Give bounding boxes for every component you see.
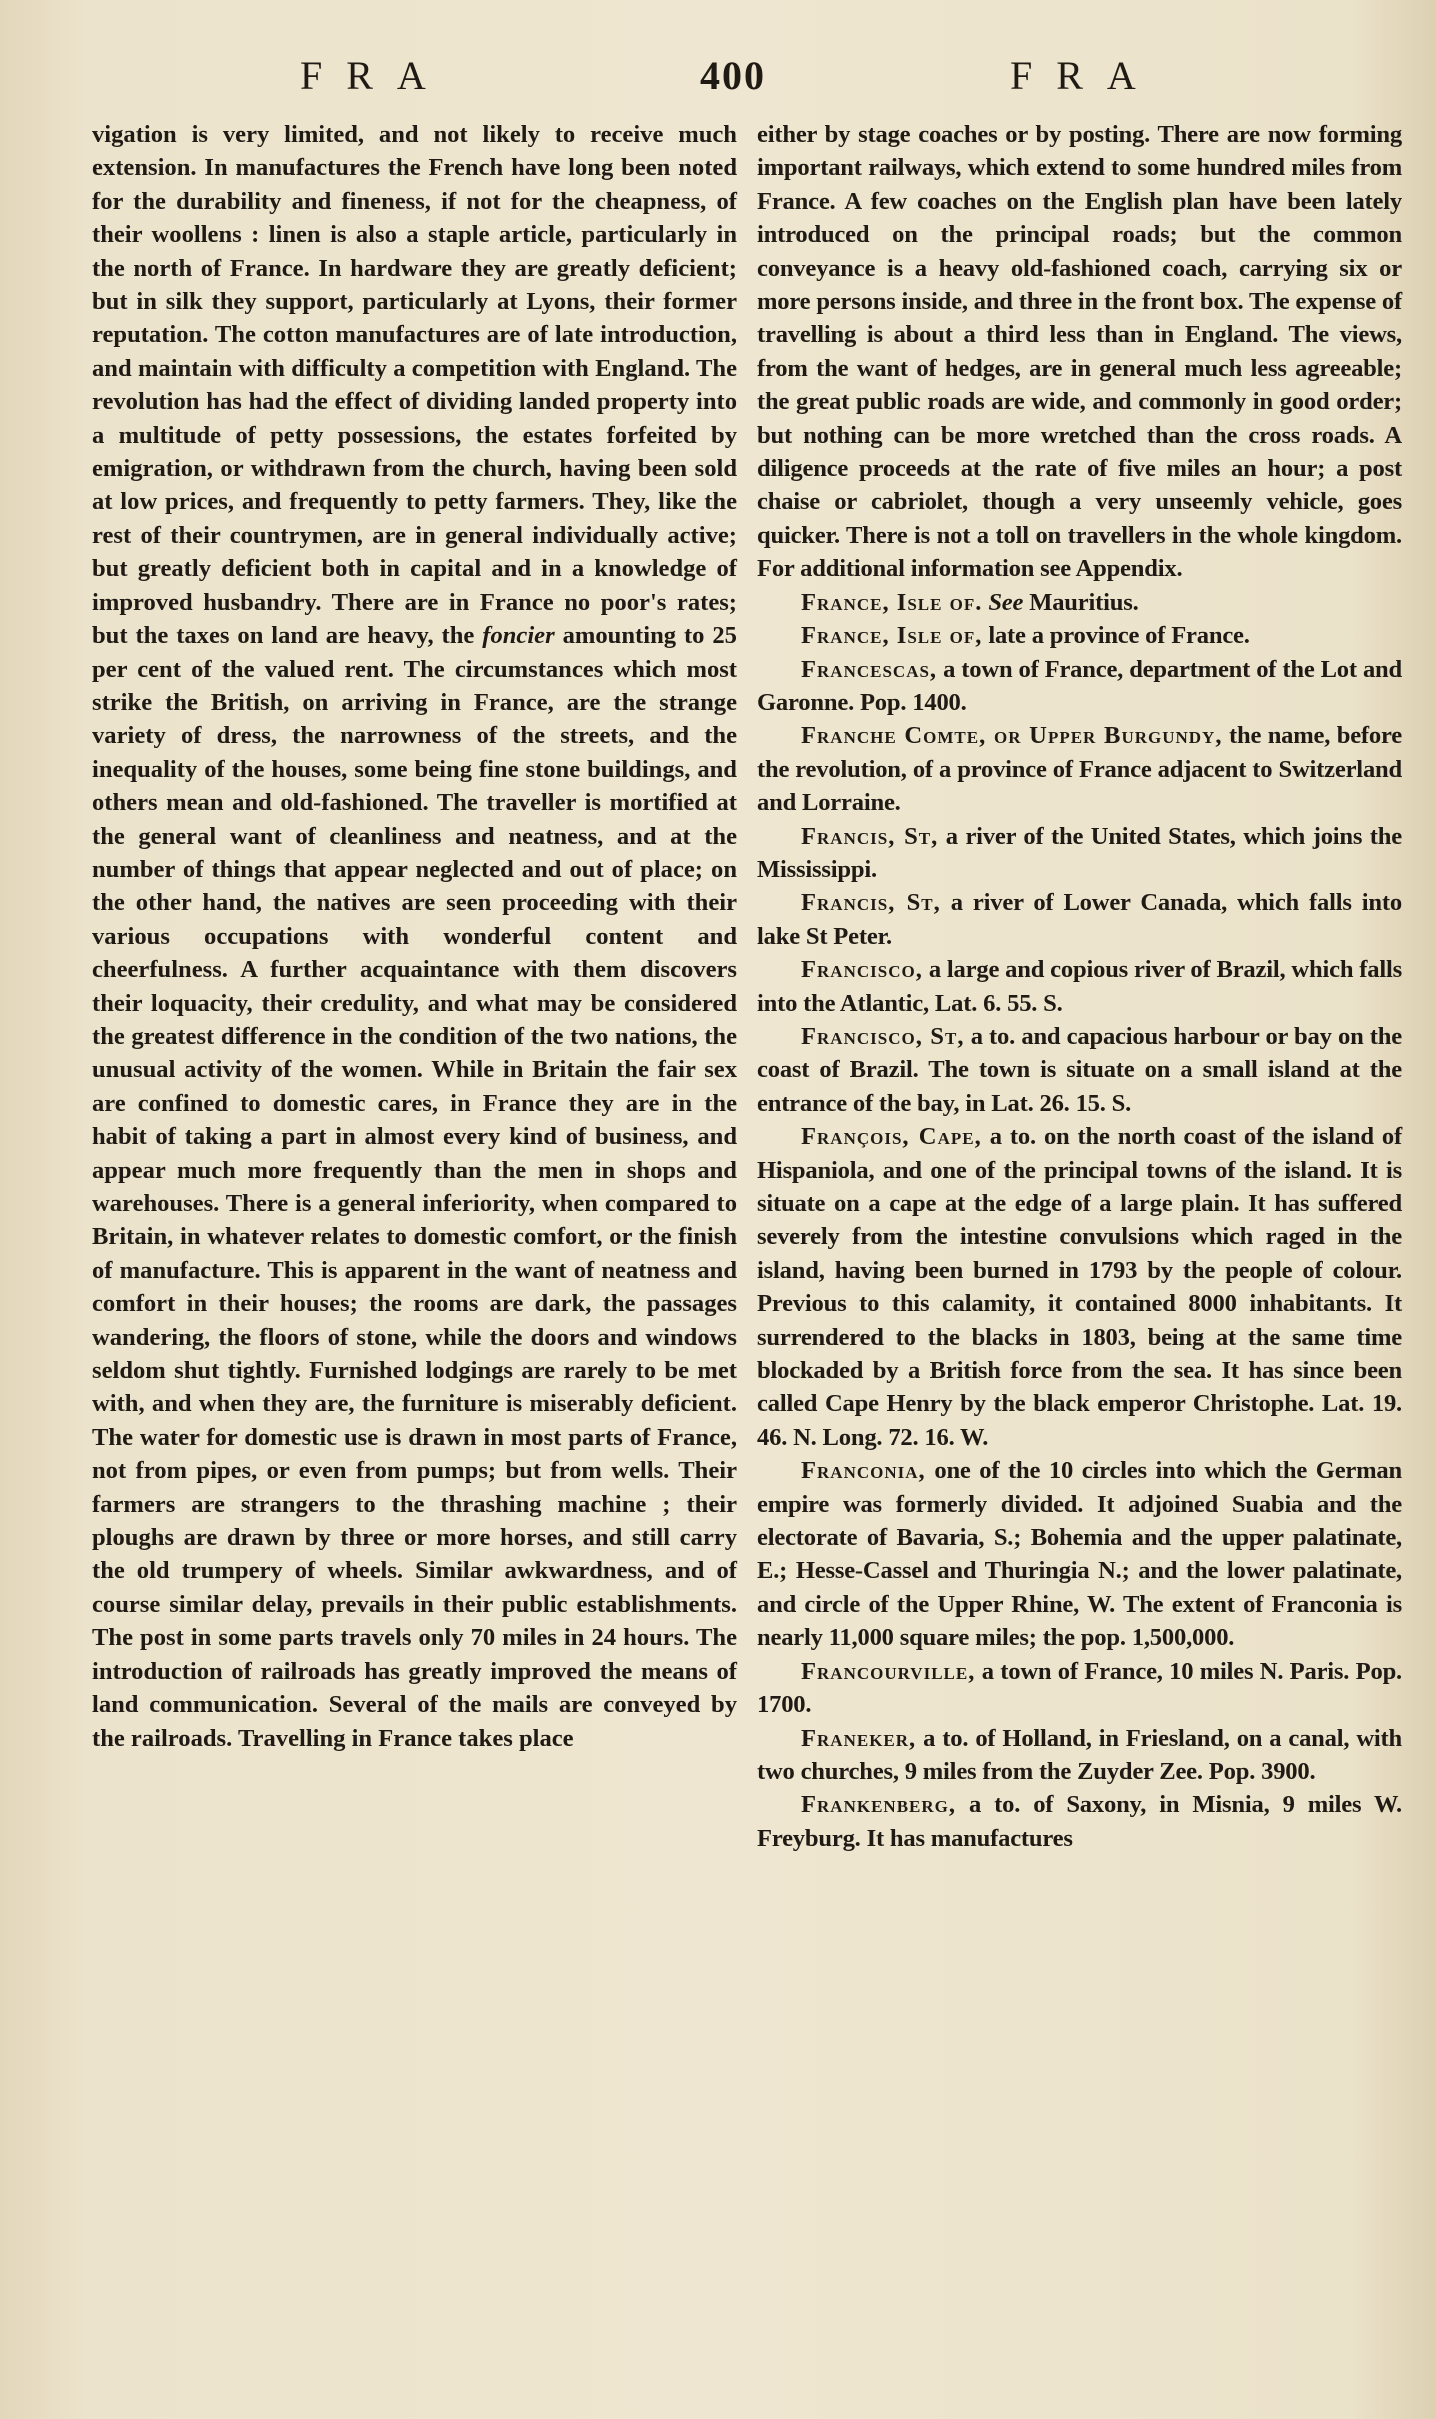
entry-francisco-river (757, 953, 1402, 1020)
entry-text: Mauritius. (1023, 588, 1139, 616)
entry-francescas (757, 653, 1402, 720)
entry-text: a town of France, 10 miles N. Paris. Pop. 1700. (757, 1657, 1402, 1719)
entry-francois-cape (757, 1120, 1402, 1454)
entry-france-isle-of-see (757, 586, 1402, 619)
entry-text: a to. of Saxony, in Misnia, 9 miles W. Freyburg. It has manufactures (757, 1791, 1402, 1852)
left-italic-word: foncier (482, 622, 555, 650)
left-text-part-1: vigation is very limited, and not likely to receive much extension. In manufactures the French have long been noted for the durability and fineness, if not for the cheapness, of their woollens : linen is also a staple article, particularly in the north of France. In hardware they are greatly deficient; but in silk they support, particularly at Lyons, their former reputation. The cotton manufactures are of late introduction, and maintain with difficulty a competition with England. The revolution has had the effect of dividing landed property into a multitude of petty possessions, the estates forfeited by emigration, or withdrawn from the church, having been sold at low prices, and frequently to petty farmers. They, like the rest of their countrymen, are in general individually active; but greatly deficient both in capital and in a knowledge of improved husbandry. There are in France no poor's rates; but the taxes on land are heavy, the (92, 121, 737, 650)
entry-franconia (757, 1454, 1402, 1654)
page-number: 400 (700, 53, 766, 98)
entry-headword: Francis, St, (801, 889, 941, 917)
left-column (92, 118, 737, 1755)
entry-headword: Franeker, (801, 1724, 917, 1752)
entry-franche-comte (757, 719, 1402, 819)
entry-frankenberg (757, 1788, 1402, 1855)
entry-headword: Frankenberg, (801, 1791, 957, 1819)
entry-headword: Francisco, St, (801, 1022, 965, 1050)
entry-francisco-st (757, 1020, 1402, 1120)
left-column-paragraph (92, 118, 737, 1755)
entry-text: late a province of France. (982, 622, 1250, 650)
entry-text: a river of the United States, which joins the Mississippi. (757, 822, 1402, 883)
entry-france-isle-of-province (757, 619, 1402, 652)
left-text-part-2: amounting to 25 per cent of the valued rent. The circumstances which most strike the British, on arriving in France, are the strange variety of dress, the narrowness of the streets, and the inequality of the houses, some being fine stone buildings, and others mean and old-fashioned. The traveller is mortified at the general want of cleanliness and neatness, and at the number of things that appear neglected and out of place; on the other hand, the natives are seen proceeding with their various occupations with wonderful content and cheerfulness. A further acquaintance with them discovers their loquacity, their credulity, and what may be considered the greatest difference in the condition of the two nations, the unusual activity of the women. While in Britain the fair sex are confined to domestic cares, in France they are in the habit of taking a part in almost every kind of business, and appear much more frequently than the men in shops and warehouses. There is a general inferiority, when compared to Britain, in whatever relates to domestic comfort, or the finish of manufacture. This is apparent in the want of neatness and comfort in their houses; the rooms are dark, the passages wandering, the floors of stone, while the doors and windows seldom shut tightly. Furnished lodgings are rarely to be met with, and when they are, the furniture is miserably deficient. The water for domestic use is drawn in most parts of France, not from pipes, or even from pumps; but from wells. Their farmers are strangers to the thrashing machine ; their ploughs are drawn by three or more horses, and still carry the old trumpery of wheels. Similar awkwardness, and of course similar delay, prevails in their public establishments. The post in some parts travels only 70 miles in 24 hours. The introduction of railroads has greatly improved the means of land communication. Several of the mails are conveyed by the railroads. Travelling in France takes place (92, 622, 737, 1752)
right-column (757, 118, 1402, 1855)
header-left-keyword: FRA (300, 53, 450, 98)
entry-see-reference: See (988, 588, 1024, 616)
entry-text: a to. and capacious harbour or bay on the coast of Brazil. The town is situate on a small island at the entrance of the bay, in Lat. 26. 15. S. (757, 1022, 1402, 1117)
entry-text: a town of France, department of the Lot and Garonne. Pop. 1400. (757, 655, 1402, 716)
right-column-continuation: either by stage coaches or by posting. There are now forming important railways, which extend to some hundred miles from France. A few coaches on the English plan have been lately introduced on the principal roads; but the common conveyance is a heavy old-fashioned coach, carrying six or more persons inside, and three in the front box. The expense of travelling is about a third less than in England. The views, from the want of hedges, are in general much less agreeable; the great public roads are wide, and commonly in good order; but nothing can be more wretched than the cross roads. A diligence proceeds at the rate of five miles an hour; a post chaise or cabriolet, though a very unseemly vehicle, goes quicker. There is not a toll on travellers in the whole kingdom. For additional information see Appendix. (757, 121, 1402, 583)
entry-headword: France, Isle of, (801, 622, 983, 650)
entry-text: one of the 10 circles into which the German empire was formerly divided. It adjoined Suabia and the electorate of Bavaria, S.; Bohemia and the upper palatinate, E.; Hesse-Cassel and Thuringia N.; and the lower palatinate, and circle of the Upper Rhine, W. The extent of Franconia is nearly 11,000 square miles; the pop. 1,500,000. (757, 1457, 1402, 1652)
entry-headword: Francisco, (801, 956, 923, 984)
entry-text: a river of Lower Canada, which falls into lake St Peter. (757, 889, 1402, 950)
entry-headword: Francis, St, (801, 822, 939, 850)
entry-francourville (757, 1655, 1402, 1722)
entry-francis-st-us (757, 820, 1402, 887)
entry-headword: France, Isle of. (801, 588, 983, 616)
entry-text: a large and copious river of Brazil, which falls into the Atlantic, Lat. 6. 55. S. (757, 956, 1402, 1017)
entry-headword: Francourville, (801, 1657, 976, 1685)
running-header (0, 52, 1436, 112)
entry-francis-st-canada (757, 886, 1402, 953)
entry-headword: Franconia, (801, 1457, 926, 1485)
entry-franeker (757, 1722, 1402, 1789)
entry-headword: Franche Comte, or Upper Burgundy, (801, 722, 1223, 750)
entry-text: a to. on the north coast of the island of Hispaniola, and one of the principal towns of the island. It is situate on a cape at the edge of a large plain. It has suffered severely from the intestine convulsions which raged in the island, having been burned in 1793 by the people of colour. Previous to this calamity, it contained 8000 inhabitants. It surrendered to the blacks in 1803, being at the same time blockaded by a British force from the sea. It has since been called Cape Henry by the black emperor Christophe. Lat. 19. 46. N. Long. 72. 16. W. (757, 1123, 1402, 1451)
entry-headword: François, Cape, (801, 1123, 982, 1151)
entry-text: the name, before the revolution, of a province of France adjacent to Switzerland and Lorraine. (757, 722, 1402, 817)
header-right-keyword: FRA (1010, 53, 1160, 98)
entry-headword: Francescas, (801, 655, 938, 683)
entry-text: a to. of Holland, in Friesland, on a canal, with two churches, 9 miles from the Zuyder Zee. Pop. 3900. (757, 1724, 1402, 1785)
